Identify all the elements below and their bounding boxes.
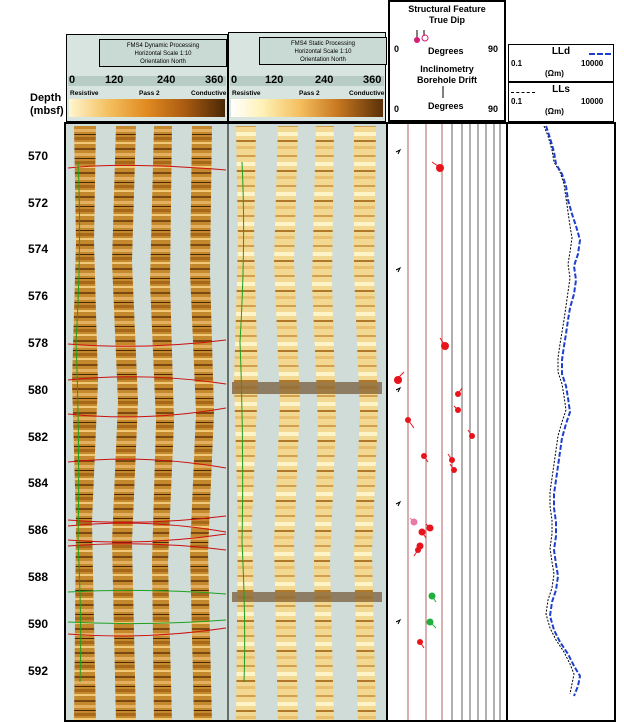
depth-title: Depth xyxy=(30,92,62,104)
fms-track-frame xyxy=(64,122,388,722)
depth-tick-576: 576 xyxy=(28,289,49,303)
depth-tick-572: 572 xyxy=(28,196,49,210)
lld-unit: (Ωm) xyxy=(545,69,564,78)
resistivity-track-frame xyxy=(506,122,616,722)
depth-header xyxy=(30,92,70,118)
dip-legend-filled-icon xyxy=(414,37,420,43)
depth-tick-582: 582 xyxy=(28,430,49,444)
drift-legend-line xyxy=(440,86,450,100)
dynamic-header xyxy=(66,34,228,122)
lls-unit: (Ωm) xyxy=(545,107,564,116)
dip-header xyxy=(388,0,506,122)
static-axis-band xyxy=(230,76,384,86)
depth-tick-574: 574 xyxy=(28,242,49,256)
lld-line-swatch xyxy=(589,53,611,55)
dynamic-scale-pass: Pass 2 xyxy=(139,90,160,97)
lld-max: 10000 xyxy=(581,59,604,68)
static-axis-120: 120 xyxy=(265,74,284,86)
static-color-scale xyxy=(231,99,383,117)
depth-tick-584: 584 xyxy=(28,476,49,490)
lls-name: LLs xyxy=(552,84,570,95)
static-label-line-3: Orientation North xyxy=(300,57,346,63)
dynamic-scale-resistive: Resistive xyxy=(70,90,99,97)
dip-title-line-2: True Dip xyxy=(428,15,465,25)
drift-title xyxy=(390,64,504,86)
static-scale-resistive: Resistive xyxy=(232,90,261,97)
lls-min: 0.1 xyxy=(511,97,523,106)
dynamic-color-scale xyxy=(69,99,225,117)
dip-axis-max: 90 xyxy=(488,44,499,54)
drift-title-line-1: Inclinometry xyxy=(420,64,474,74)
drift-axis-label: Degrees xyxy=(428,101,464,111)
resistivity-header xyxy=(508,44,614,122)
static-axis-240: 240 xyxy=(315,74,334,86)
dip-title-line-1: Structural Feature xyxy=(408,4,486,14)
static-scale-conductive: Conductive xyxy=(349,90,385,97)
dynamic-label-line-2: Horizontal Scale 1:10 xyxy=(134,51,192,57)
lls-legend xyxy=(508,82,614,122)
dynamic-axis-band xyxy=(68,76,226,86)
static-header xyxy=(228,32,386,122)
dynamic-processing-label xyxy=(99,39,227,67)
lls-max: 10000 xyxy=(581,97,604,106)
depth-tick-590: 590 xyxy=(28,617,49,631)
dynamic-scale-conductive: Conductive xyxy=(191,90,227,97)
static-scale-pass: Pass 2 xyxy=(299,90,320,97)
drift-axis-min: 0 xyxy=(394,104,400,114)
lls-line-swatch xyxy=(511,92,535,93)
static-processing-label xyxy=(259,37,387,65)
depth-unit: (mbsf) xyxy=(30,105,64,117)
dip-axis-min: 0 xyxy=(394,44,400,54)
depth-tick-586: 586 xyxy=(28,523,49,537)
dynamic-axis-120: 120 xyxy=(105,74,124,86)
lld-legend xyxy=(508,44,614,82)
dip-legend-open-icon xyxy=(422,35,428,41)
dynamic-axis-0: 0 xyxy=(69,74,76,86)
depth-tick-588: 588 xyxy=(28,570,49,584)
dynamic-axis-360: 360 xyxy=(205,74,224,86)
drift-axis-max: 90 xyxy=(488,104,499,114)
dip-legend-symbols xyxy=(410,26,470,46)
static-axis-360: 360 xyxy=(363,74,382,86)
dip-title xyxy=(390,4,504,26)
lld-name: LLd xyxy=(551,46,571,57)
depth-tick-570: 570 xyxy=(28,149,49,163)
depth-tick-592: 592 xyxy=(28,664,49,678)
dynamic-label-line-1: FMS4 Dynamic Processing xyxy=(126,43,200,49)
dip-axis-label: Degrees xyxy=(428,46,464,56)
static-axis-0: 0 xyxy=(231,74,238,86)
dip-track-frame xyxy=(386,122,508,722)
dynamic-label-line-3: Orientation North xyxy=(140,59,186,65)
depth-tick-578: 578 xyxy=(28,336,49,350)
static-label-line-2: Horizontal Scale 1:10 xyxy=(294,49,352,55)
static-label-line-1: FMS4 Static Processing xyxy=(290,41,356,47)
depth-tick-580: 580 xyxy=(28,383,49,397)
lld-min: 0.1 xyxy=(511,59,523,68)
drift-title-line-2: Borehole Drift xyxy=(416,75,477,85)
dynamic-axis-240: 240 xyxy=(157,74,176,86)
